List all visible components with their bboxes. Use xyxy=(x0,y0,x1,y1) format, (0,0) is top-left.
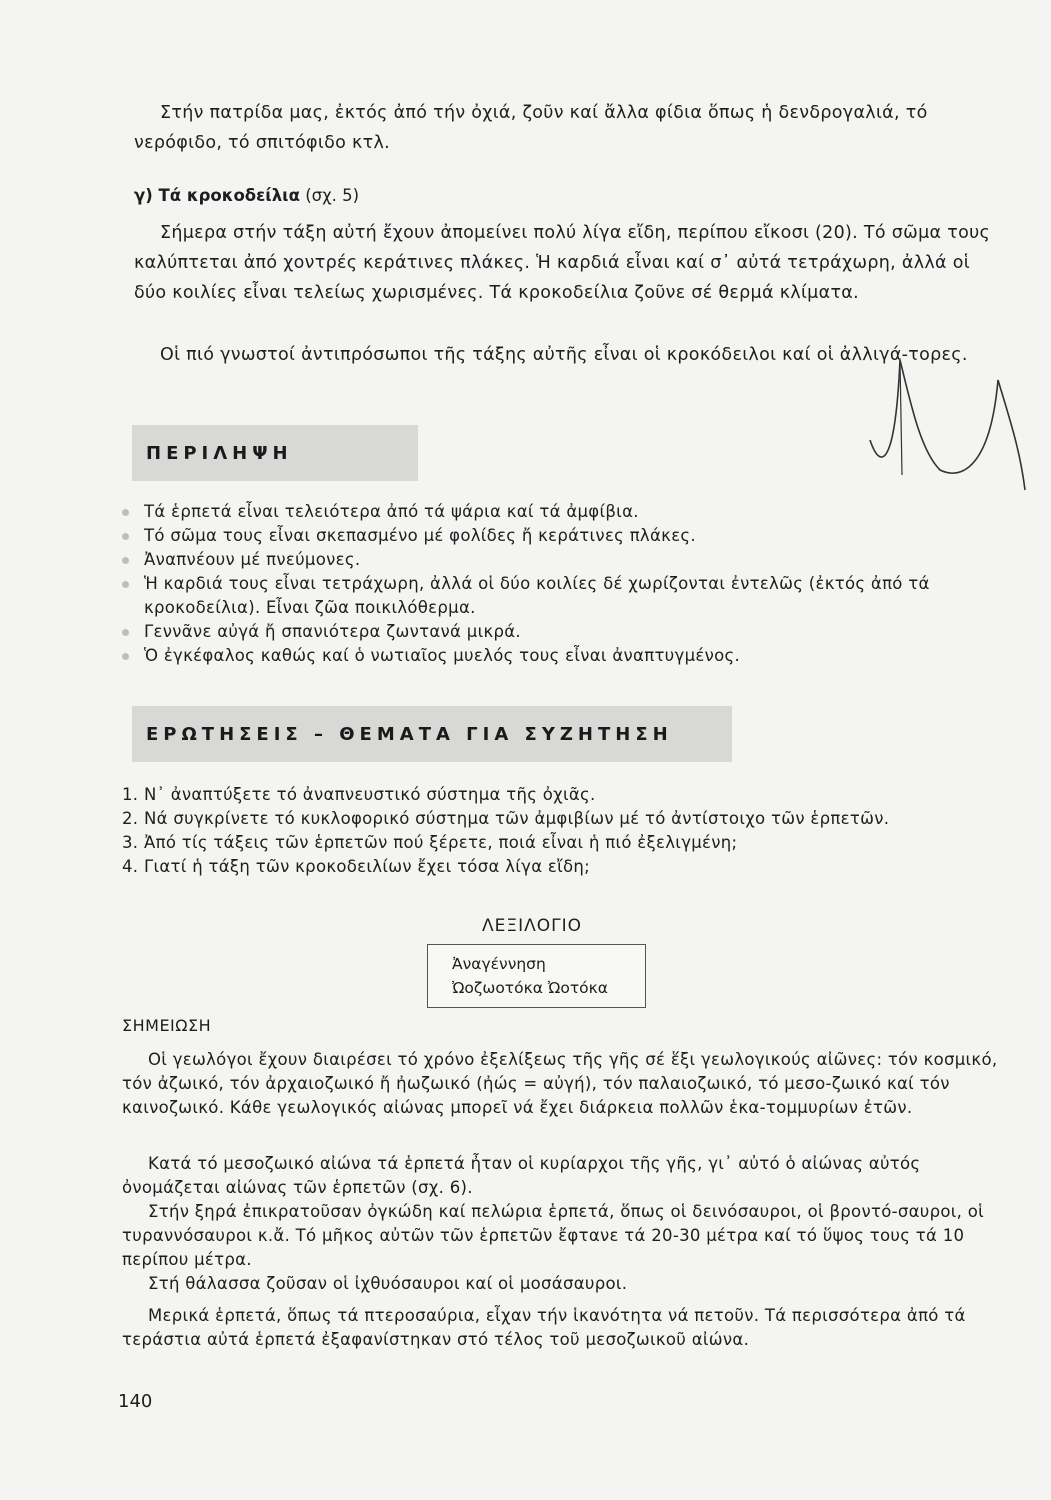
note-paragraph-5: Μερικά ἑρπετά, ὅπως τά πτεροσαύρια, εἶχαν τήν ἱκανότητα νά πετοῦν. Τά περισσότερα ἀπό τά τεράστια αὐτά ἑρπετά ἐξαφανίστηκαν στό τέλος τοῦ μεσοζωικοῦ αἰώνα. xyxy=(122,1306,966,1349)
summary-item: Ἡ καρδιά τους εἶναι τετράχωρη, ἀλλά οἱ δύο κοιλίες δέ χωρίζονται ἐντελῶς (ἐκτός ἀπό τά κροκοδείλια). Εἶναι ζῶα ποικιλόθερμα. xyxy=(122,572,1012,620)
intro-paragraph-2: Σήμερα στήν τάξη αὐτή ἔχουν ἀπομείνει πολύ λίγα εἴδη, περίπου εἴκοσι (20). Τό σῶμα τους καλύπτεται ἀπό χοντρές κεράτινες πλάκες. Ἡ καρδιά εἶναι καί σ᾽ αὐτά τετράχωρη, ἀλλά οἱ δύο κοιλίες εἶναι τελείως χωρισμένες. Τά κροκοδείλια ζοῦνε σέ θερμά κλίματα. xyxy=(134,223,991,303)
note-title: ΣΗΜΕΙΩΣΗ xyxy=(122,1016,212,1035)
section-heading-crocodilians xyxy=(134,186,359,205)
summary-item: Ἀναπνέουν μέ πνεύμονες. xyxy=(122,548,1012,572)
glossary-term: Ὠοζωοτόκα Ὠοτόκα xyxy=(452,979,608,997)
questions-title: ΕΡΩΤΗΣΕΙΣ – ΘΕΜΑΤΑ ΓΙΑ ΣΥΖΗΤΗΣΗ xyxy=(146,723,673,745)
intro-paragraph-1: Στήν πατρίδα μας, ἐκτός ἀπό τήν ὀχιά, ζοῦν καί ἄλλα φίδια ὅπως ἡ δενδρογαλιά, τό νερόφιδο, τό σπιτόφιδο κτλ. xyxy=(134,103,928,153)
summary-item: Γεννᾶνε αὐγά ἤ σπανιότερα ζωντανά μικρά. xyxy=(122,620,1012,644)
questions-list xyxy=(122,783,1012,879)
bullet-icon xyxy=(122,557,129,564)
page-number: 140 xyxy=(118,1391,153,1412)
bullet-icon xyxy=(122,581,129,588)
handwritten-scribble xyxy=(840,340,1040,500)
bullet-icon xyxy=(122,653,129,660)
summary-item: Τό σῶμα τους εἶναι σκεπασμένο μέ φολίδες ἤ κεράτινες πλάκες. xyxy=(122,524,1012,548)
glossary-title: ΛΕΞΙΛΟΓΙΟ xyxy=(482,916,583,936)
summary-item: Τά ἑρπετά εἶναι τελειότερα ἀπό τά ψάρια καί τά ἀμφίβια. xyxy=(122,500,1012,524)
summary-title: ΠΕΡΙΛΗΨΗ xyxy=(146,442,293,464)
question-item: 1. Ν᾽ ἀναπτύξετε τό ἀναπνευστικό σύστημα τῆς ὀχιᾶς. xyxy=(122,785,596,804)
questions-banner xyxy=(132,706,732,762)
bullet-icon xyxy=(122,533,129,540)
note-paragraph-2: Κατά τό μεσοζωικό αἰώνα τά ἑρπετά ἦταν οἱ κυρίαρχοι τῆς γῆς, γι᾽ αὐτό ὁ αἰώνας αὐτός ὀνομάζεται αἰώνας τῶν ἑρπετῶν (σχ. 6). xyxy=(122,1154,921,1197)
summary-item: Ὁ ἐγκέφαλος καθώς καί ὁ νωτιαῖος μυελός τους εἶναι ἀναπτυγμένος. xyxy=(122,644,1012,668)
bullet-icon xyxy=(122,629,129,636)
glossary-box xyxy=(427,944,646,1008)
note-paragraph-4: Στή θάλασσα ζοῦσαν οἱ ἰχθυόσαυροι καί οἱ μοσάσαυροι. xyxy=(148,1274,628,1293)
question-item: 2. Νά συγκρίνετε τό κυκλοφορικό σύστημα τῶν ἀμφιβίων μέ τό ἀντίστοιχο τῶν ἑρπετῶν. xyxy=(122,809,890,828)
note-paragraph-1: Οἱ γεωλόγοι ἔχουν διαιρέσει τό χρόνο ἐξελίξεως τῆς γῆς σέ ἕξι γεωλογικούς αἰῶνες: τόν κοσμικό, τόν ἀζωικό, τόν ἀρχαιοζωικό ἤ ἠωζωικό (ἠώς = αὐγή), τόν παλαιοζωικό, τό μεσο-ζωικό καί τόν καινοζωικό. Κάθε γεωλογικός αἰώνας μπορεῖ νά ἔχει διάρκεια πολλῶν ἑκα-τομμυρίων ἐτῶν. xyxy=(122,1050,998,1117)
note-paragraph-3: Στήν ξηρά ἐπικρατοῦσαν ὀγκώδη καί πελώρια ἑρπετά, ὅπως οἱ δεινόσαυροι, οἱ βροντό-σαυροι, οἱ τυραννόσαυροι κ.ἄ. Τό μῆκος αὐτῶν τῶν ἑρπετῶν ἔφτανε τά 20-30 μέτρα καί τό ὕψος τους τά 10 περίπου μέτρα. xyxy=(122,1202,985,1269)
intro-paragraph-3: Οἱ πιό γνωστοί ἀντιπρόσωποι τῆς τάξης αὐτῆς εἶναι οἱ κροκόδειλοι καί οἱ ἀλλιγά-τορες. xyxy=(160,345,968,365)
section-figure-ref: (σχ. 5) xyxy=(305,186,360,205)
summary-banner xyxy=(132,425,418,481)
question-item: 4. Γιατί ἡ τάξη τῶν κροκοδειλίων ἔχει τόσα λίγα εἴδη; xyxy=(122,857,591,876)
glossary-term: Ἀναγέννηση xyxy=(452,955,546,973)
bullet-icon xyxy=(122,509,129,516)
section-label: γ) Τά κροκοδείλια xyxy=(134,186,300,205)
question-item: 3. Ἀπό τίς τάξεις τῶν ἑρπετῶν πού ξέρετε, ποιά εἶναι ἡ πιό ἐξελιγμένη; xyxy=(122,833,738,852)
summary-list xyxy=(122,500,1012,668)
